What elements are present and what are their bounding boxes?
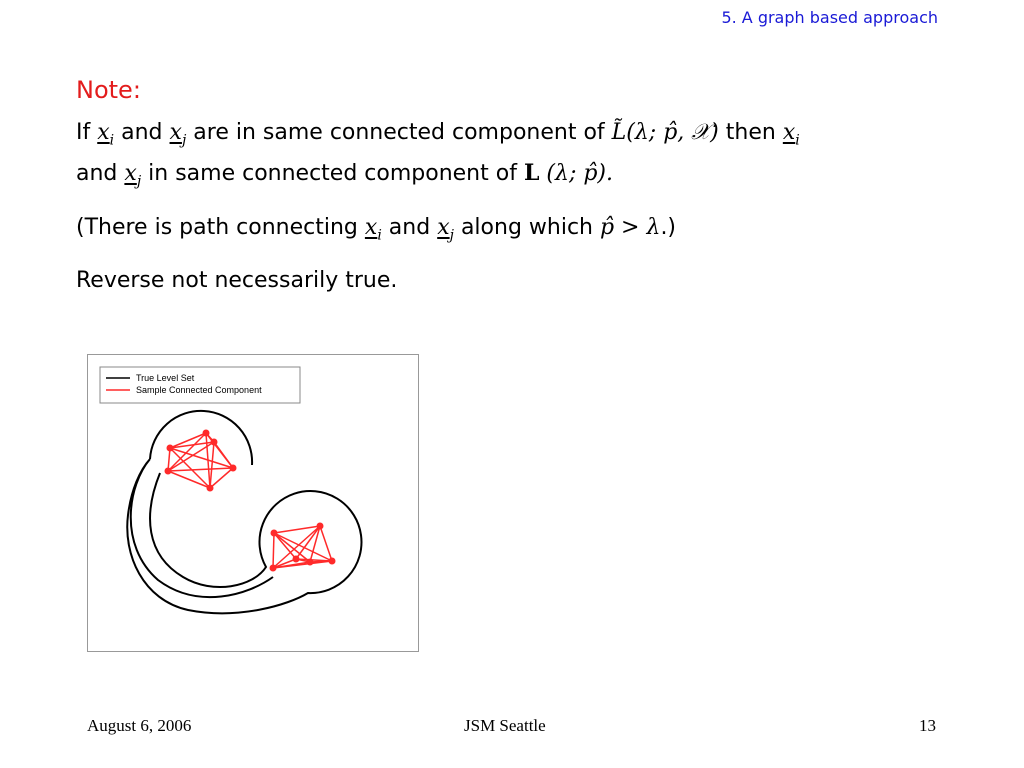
slide-content [76, 76, 936, 309]
text: If [76, 120, 98, 145]
note-label: Note: [76, 76, 141, 104]
math-x-j: $x_j$ [124, 161, 142, 190]
footer-venue: JSM Seattle [464, 716, 546, 735]
paragraph-connected-component [76, 116, 936, 199]
text: and [381, 214, 438, 240]
upper-cluster-edges [168, 433, 233, 488]
true-level-set-curve [127, 411, 361, 613]
level-set-figure [87, 354, 419, 652]
text: in same connected component of [141, 161, 524, 187]
text: .) [660, 214, 677, 240]
math-condition: p̂ > λ [599, 214, 661, 240]
math-level-set-args: (λ; p̂). [539, 161, 614, 187]
math-level-set-estimate: L̃(λ; p̂, 𝒳) [611, 120, 719, 145]
math-x-i: $x_i$ [782, 120, 800, 149]
text: and [76, 161, 125, 187]
text: are in same connected component of [186, 120, 612, 145]
level-set-diagram [88, 355, 418, 651]
text: and [114, 120, 170, 145]
legend-label-sample-component: Sample Connected Component [136, 385, 262, 395]
legend-label-true-level-set: True Level Set [136, 373, 195, 383]
math-level-set-bold: L [523, 160, 540, 187]
paragraph-path-connecting [76, 211, 936, 252]
text: then [718, 120, 783, 145]
math-x-i: $x_i$ [97, 120, 115, 149]
math-x-j: $x_j$ [437, 214, 454, 244]
paragraph-reverse: Reverse not necessarily true. [76, 268, 398, 294]
math-x-i: $x_i$ [364, 214, 382, 244]
footer-page-number: 13 [919, 716, 936, 735]
text: (There is path connecting [76, 214, 365, 240]
lower-cluster-edges [273, 526, 332, 568]
math-x-j: $x_j$ [169, 120, 187, 149]
footer-date: August 6, 2006 [87, 716, 192, 735]
text: along which [453, 214, 600, 240]
slide-section-title: 5. A graph based approach [721, 8, 938, 27]
